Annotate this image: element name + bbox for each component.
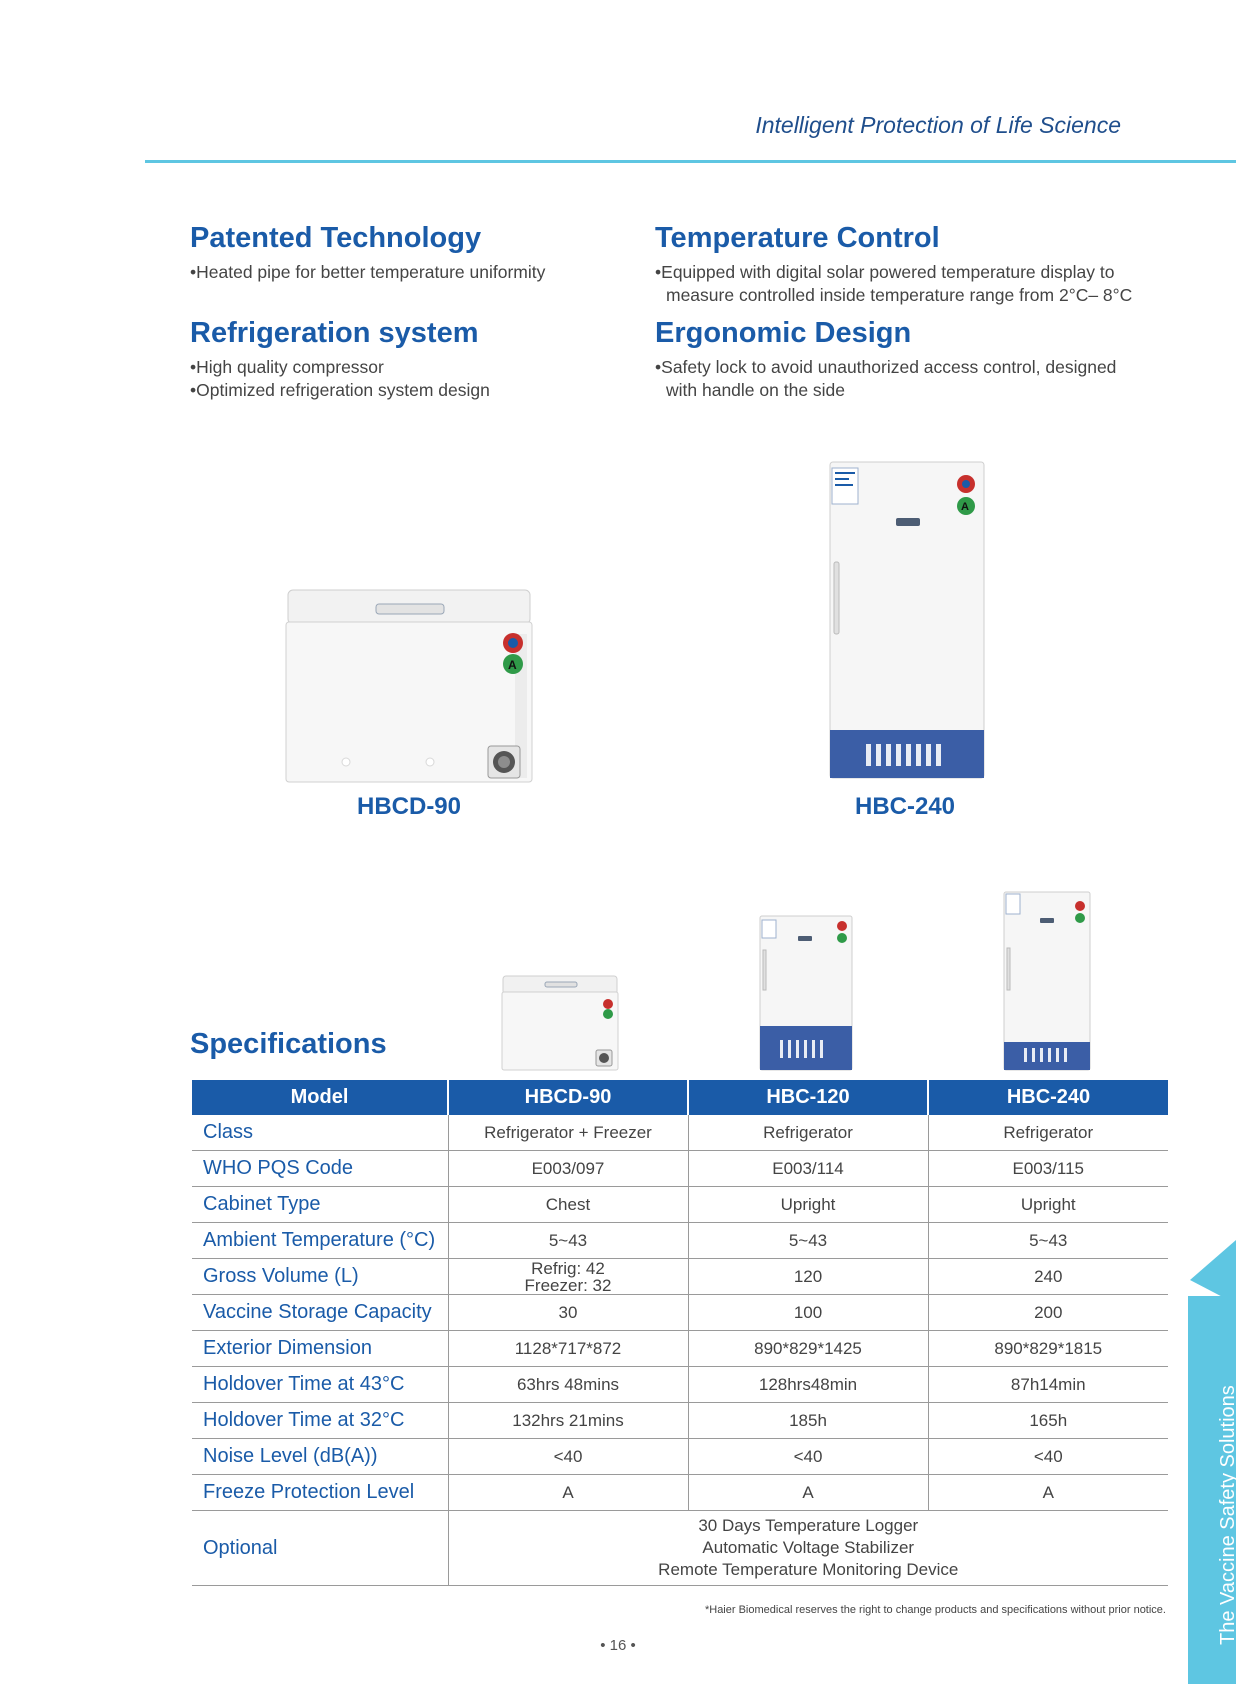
header-hbc-240: HBC-240 (928, 1080, 1168, 1115)
row-label: Vaccine Storage Capacity (192, 1295, 448, 1331)
table-row (192, 1151, 1168, 1187)
table-cell: 890*829*1815 (928, 1331, 1168, 1367)
table-cell: A (928, 1475, 1168, 1511)
upright-refrigerator-image (826, 458, 988, 782)
row-label: Exterior Dimension (192, 1331, 448, 1367)
feature-title: Ergonomic Design (655, 317, 912, 349)
row-label: Cabinet Type (192, 1187, 448, 1223)
optional-item: Remote Temperature Monitoring Device (658, 1560, 959, 1579)
table-cell: Chest (448, 1187, 688, 1223)
row-label: Class (192, 1115, 448, 1151)
table-cell: 200 (928, 1295, 1168, 1331)
row-label: Ambient Temperature (°C) (192, 1223, 448, 1259)
side-tab-text: The Vaccine Safety Solutions (1217, 1385, 1239, 1645)
header-tagline: Intelligent Protection of Life Science (755, 112, 1121, 138)
table-cell: <40 (688, 1439, 928, 1475)
table-cell: <40 (928, 1439, 1168, 1475)
row-label: Optional (192, 1511, 448, 1586)
table-row (192, 1223, 1168, 1259)
product-label-hbcd-90: HBCD-90 (356, 793, 461, 820)
specifications-title: Specifications (190, 1028, 387, 1060)
table-cell: Refrigerator + Freezer (448, 1115, 688, 1151)
header-hbc-120: HBC-120 (688, 1080, 928, 1115)
table-cell: 5~43 (928, 1223, 1168, 1259)
table-cell: 120 (688, 1259, 928, 1295)
table-row (192, 1367, 1168, 1403)
page-number: • 16 • (600, 1637, 636, 1654)
table-row (192, 1187, 1168, 1223)
header-rule (145, 160, 1236, 163)
feature-bullet: • Safety lock to avoid unauthorized access control, designed with handle on the side (655, 356, 1145, 402)
table-cell: 165h (928, 1403, 1168, 1439)
table-cell: 63hrs 48mins (448, 1367, 688, 1403)
table-row (192, 1475, 1168, 1511)
svg-text:A: A (508, 658, 517, 672)
optional-item: Automatic Voltage Stabilizer (702, 1538, 915, 1557)
product-label-hbc-240: HBC-240 (854, 793, 956, 820)
table-row-optional (192, 1511, 1168, 1586)
table-cell: 5~43 (448, 1223, 688, 1259)
disclaimer-footnote: *Haier Biomedical reserves the right to change products and specifications without prior notice. (704, 1604, 1166, 1616)
table-cell: Upright (688, 1187, 928, 1223)
table-row (192, 1403, 1168, 1439)
table-row (192, 1331, 1168, 1367)
table-cell: 30 (448, 1295, 688, 1331)
table-row (192, 1439, 1168, 1475)
table-cell: 1128*717*872 (448, 1331, 688, 1367)
hbcd-90-thumbnail (500, 972, 620, 1072)
table-cell: 132hrs 21mins (448, 1403, 688, 1439)
header-model: Model (192, 1080, 448, 1115)
table-cell: 890*829*1425 (688, 1331, 928, 1367)
table-cell: E003/115 (928, 1151, 1168, 1187)
table-cell: <40 (448, 1439, 688, 1475)
table-cell: 100 (688, 1295, 928, 1331)
optional-item: 30 Days Temperature Logger (698, 1516, 919, 1535)
feature-title: Patented Technology (190, 222, 482, 254)
table-cell: Upright (928, 1187, 1168, 1223)
table-cell: E003/114 (688, 1151, 928, 1187)
row-label: Freeze Protection Level (192, 1475, 448, 1511)
specifications-table (192, 1080, 1168, 1586)
hbc-120-thumbnail (758, 914, 854, 1072)
feature-bullet: • Equipped with digital solar powered temperature display to measure controlled inside temperature range from 2°C– 8°C (655, 261, 1155, 307)
hbc-240-thumbnail (1002, 890, 1092, 1072)
feature-title: Refrigeration system (190, 317, 479, 349)
table-cell: 87h14min (928, 1367, 1168, 1403)
row-label: WHO PQS Code (192, 1151, 448, 1187)
chest-freezer-image (282, 578, 536, 786)
table-cell: 240 (928, 1259, 1168, 1295)
table-cell: Refrigerator (928, 1115, 1168, 1151)
feature-title: Temperature Control (655, 222, 940, 254)
table-row (192, 1115, 1168, 1151)
row-label: Noise Level (dB(A)) (192, 1439, 448, 1475)
table-cell: Refrig: 42 Freezer: 32 (448, 1259, 688, 1295)
optional-accessories-cell (448, 1511, 1168, 1586)
svg-text:A: A (961, 501, 969, 513)
row-label: Gross Volume (L) (192, 1259, 448, 1295)
table-row (192, 1295, 1168, 1331)
table-header-row (192, 1080, 1168, 1115)
row-label: Holdover Time at 32°C (192, 1403, 448, 1439)
feature-refrigeration-system (190, 317, 490, 402)
table-cell: E003/097 (448, 1151, 688, 1187)
row-label: Holdover Time at 43°C (192, 1367, 448, 1403)
side-chevron-icon (1190, 1240, 1236, 1304)
table-cell: A (448, 1475, 688, 1511)
feature-temperature-control (655, 222, 1155, 307)
table-cell: 185h (688, 1403, 928, 1439)
table-cell: Refrigerator (688, 1115, 928, 1151)
feature-bullet: • Heated pipe for better temperature uniformity (190, 261, 545, 284)
table-cell: A (688, 1475, 928, 1511)
table-cell: 128hrs48min (688, 1367, 928, 1403)
header-hbcd-90: HBCD-90 (448, 1080, 688, 1115)
table-row (192, 1259, 1168, 1295)
feature-ergonomic-design (655, 317, 1145, 402)
feature-bullet: • Optimized refrigeration system design (190, 379, 490, 402)
feature-bullet: • High quality compressor (190, 356, 490, 379)
table-cell: 5~43 (688, 1223, 928, 1259)
feature-patented-technology (190, 222, 545, 284)
